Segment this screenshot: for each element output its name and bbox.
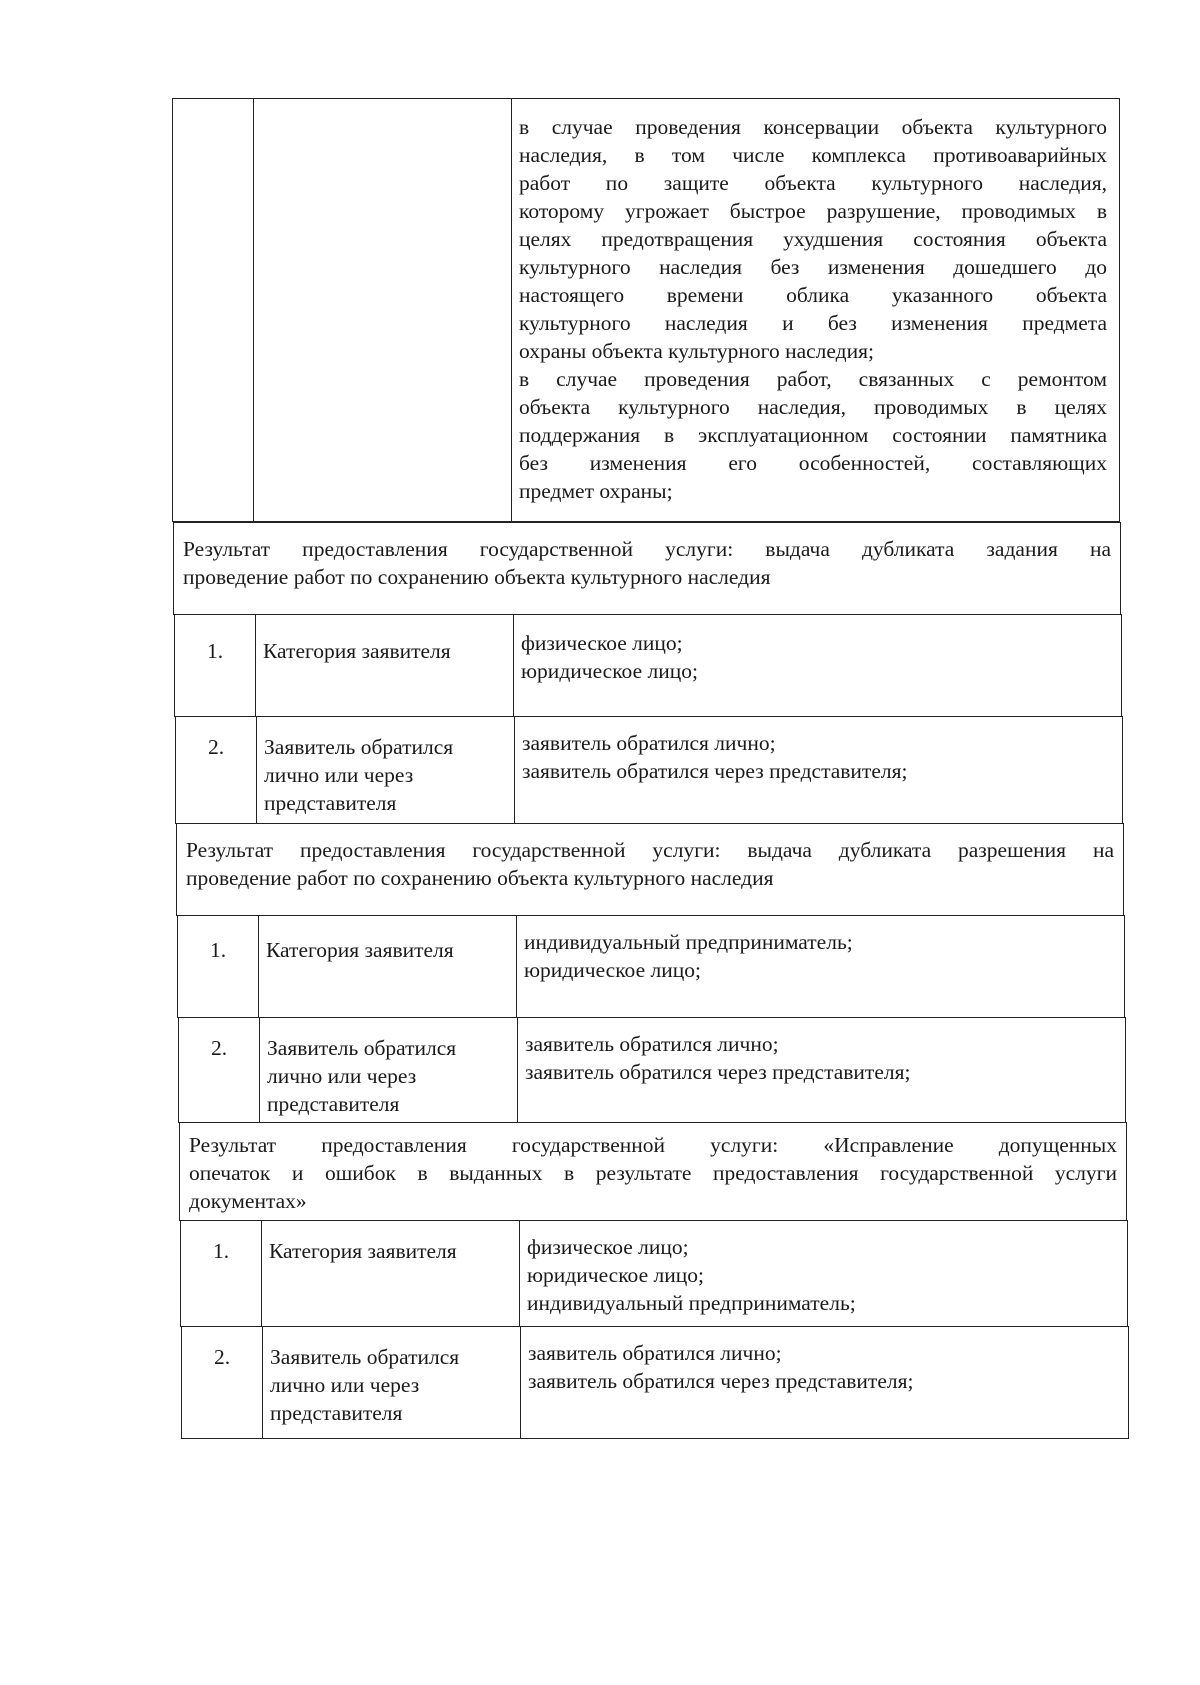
row-number-text: 1. [206,639,224,663]
row-number [181,1237,261,1326]
heading-line: Результат предоставления государственной услуги: выдача дубликата задания на [183,537,1111,561]
heading-line: опечаток и ошибок в выданных в результате предоставления государственной услуги [189,1161,1117,1185]
row-value-line: заявитель обратился лично; [522,731,776,755]
row-value-line: индивидуальный предприниматель; [524,930,853,954]
continuation-line: работ по защите объекта культурного наследия, [519,171,1107,195]
row-value [525,1030,1120,1122]
row-value-line: заявитель обратился лично; [525,1032,779,1056]
row-number [175,637,255,716]
row-label-line: Категория заявителя [266,938,454,962]
continuation-line: целях предотвращения ухудшения состояния объекта [519,227,1107,251]
continuation-line: объекта культурного наследия, проводимых в целях [519,395,1107,419]
continuation-line: предмет охраны; [519,479,673,503]
group1-row1 [174,614,1122,717]
continuation-line: настоящего времени облика указанного объекта [519,283,1107,307]
row-label-line: Категория заявителя [263,639,451,663]
row-number [179,1034,259,1122]
row-value [527,1233,1122,1326]
row-label-line: Заявитель обратился [267,1036,457,1060]
heading-line: Результат предоставления государственной услуги: выдача дубликата разрешения на [186,838,1114,862]
row-value [522,729,1117,823]
row-value-line: заявитель обратился через представителя; [525,1060,911,1084]
continuation-line: без изменения его особенностей, составляющих [519,451,1107,475]
continuation-text [519,113,1107,505]
row-value-line: юридическое лицо; [527,1263,704,1287]
heading-text-2 [186,836,1114,915]
continuation-line: культурного наследия без изменения дошедшего до [519,255,1107,279]
row-label-line: представителя [267,1092,400,1116]
row-label-line: лично или через [270,1373,420,1397]
row-number-text: 2. [207,735,225,759]
row-value [524,928,1119,1017]
continuation-line: наследия, в том числе комплекса противоаварийных [519,143,1107,167]
heading-line: Результат предоставления государственной услуги: «Исправление допущенных [189,1133,1117,1157]
result-heading-1 [173,522,1121,615]
heading-line: проведение работ по сохранению объекта культурного наследия [183,565,771,589]
row-label-line: Категория заявителя [269,1239,457,1263]
continuation-value-cell [519,113,1107,521]
heading-text-3 [189,1131,1117,1220]
row-label [270,1343,515,1438]
continuation-line: которому угрожает быстрое разрушение, проводимых в [519,199,1107,223]
row-label-line: Заявитель обратился [270,1345,460,1369]
continuation-line: в случае проведения работ, связанных с ремонтом [519,367,1107,391]
row-label-line: представителя [264,791,397,815]
row-label-line: лично или через [267,1064,417,1088]
row-value [528,1339,1123,1438]
row-number [178,936,258,1017]
row-value-line: физическое лицо; [527,1235,689,1259]
row-value [521,629,1116,716]
group2-row1 [177,915,1125,1018]
row-value-line: юридическое лицо; [521,659,698,683]
continuation-line: поддержания в эксплуатационном состоянии памятника [519,423,1107,447]
continuation-line: охраны объекта культурного наследия; [519,339,874,363]
continuation-line: в случае проведения консервации объекта культурного [519,115,1107,139]
continuation-row [172,98,1120,522]
row-label-line: лично или через [264,763,414,787]
result-heading-2 [176,823,1124,916]
group3-row2 [181,1326,1129,1439]
row-number-text: 2. [213,1345,231,1369]
row-number [176,733,256,823]
row-label [266,936,511,1017]
result-heading-3 [179,1122,1127,1221]
heading-line: документах» [189,1189,307,1213]
group2-row2 [178,1017,1126,1123]
row-value-line: заявитель обратился лично; [528,1341,782,1365]
row-value-line: юридическое лицо; [524,958,701,982]
row-label-line: Заявитель обратился [264,735,454,759]
group3-row1 [180,1220,1128,1327]
row-label [264,733,509,823]
continuation-line: культурного наследия и без изменения предмета [519,311,1107,335]
group1-row2 [175,716,1123,824]
row-label-line: представителя [270,1401,403,1425]
row-label [267,1034,512,1122]
row-label [263,637,508,716]
row-value-line: физическое лицо; [521,631,683,655]
row-number-text: 1. [209,938,227,962]
row-value-line: заявитель обратился через представителя; [528,1369,914,1393]
row-number-text: 1. [212,1239,230,1263]
row-number-text: 2. [210,1036,228,1060]
row-value-line: заявитель обратился через представителя; [522,759,908,783]
heading-text-1 [183,535,1111,614]
row-number [182,1343,262,1438]
heading-line: проведение работ по сохранению объекта культурного наследия [186,866,774,890]
row-label [269,1237,514,1326]
row-value-line: индивидуальный предприниматель; [527,1291,856,1315]
